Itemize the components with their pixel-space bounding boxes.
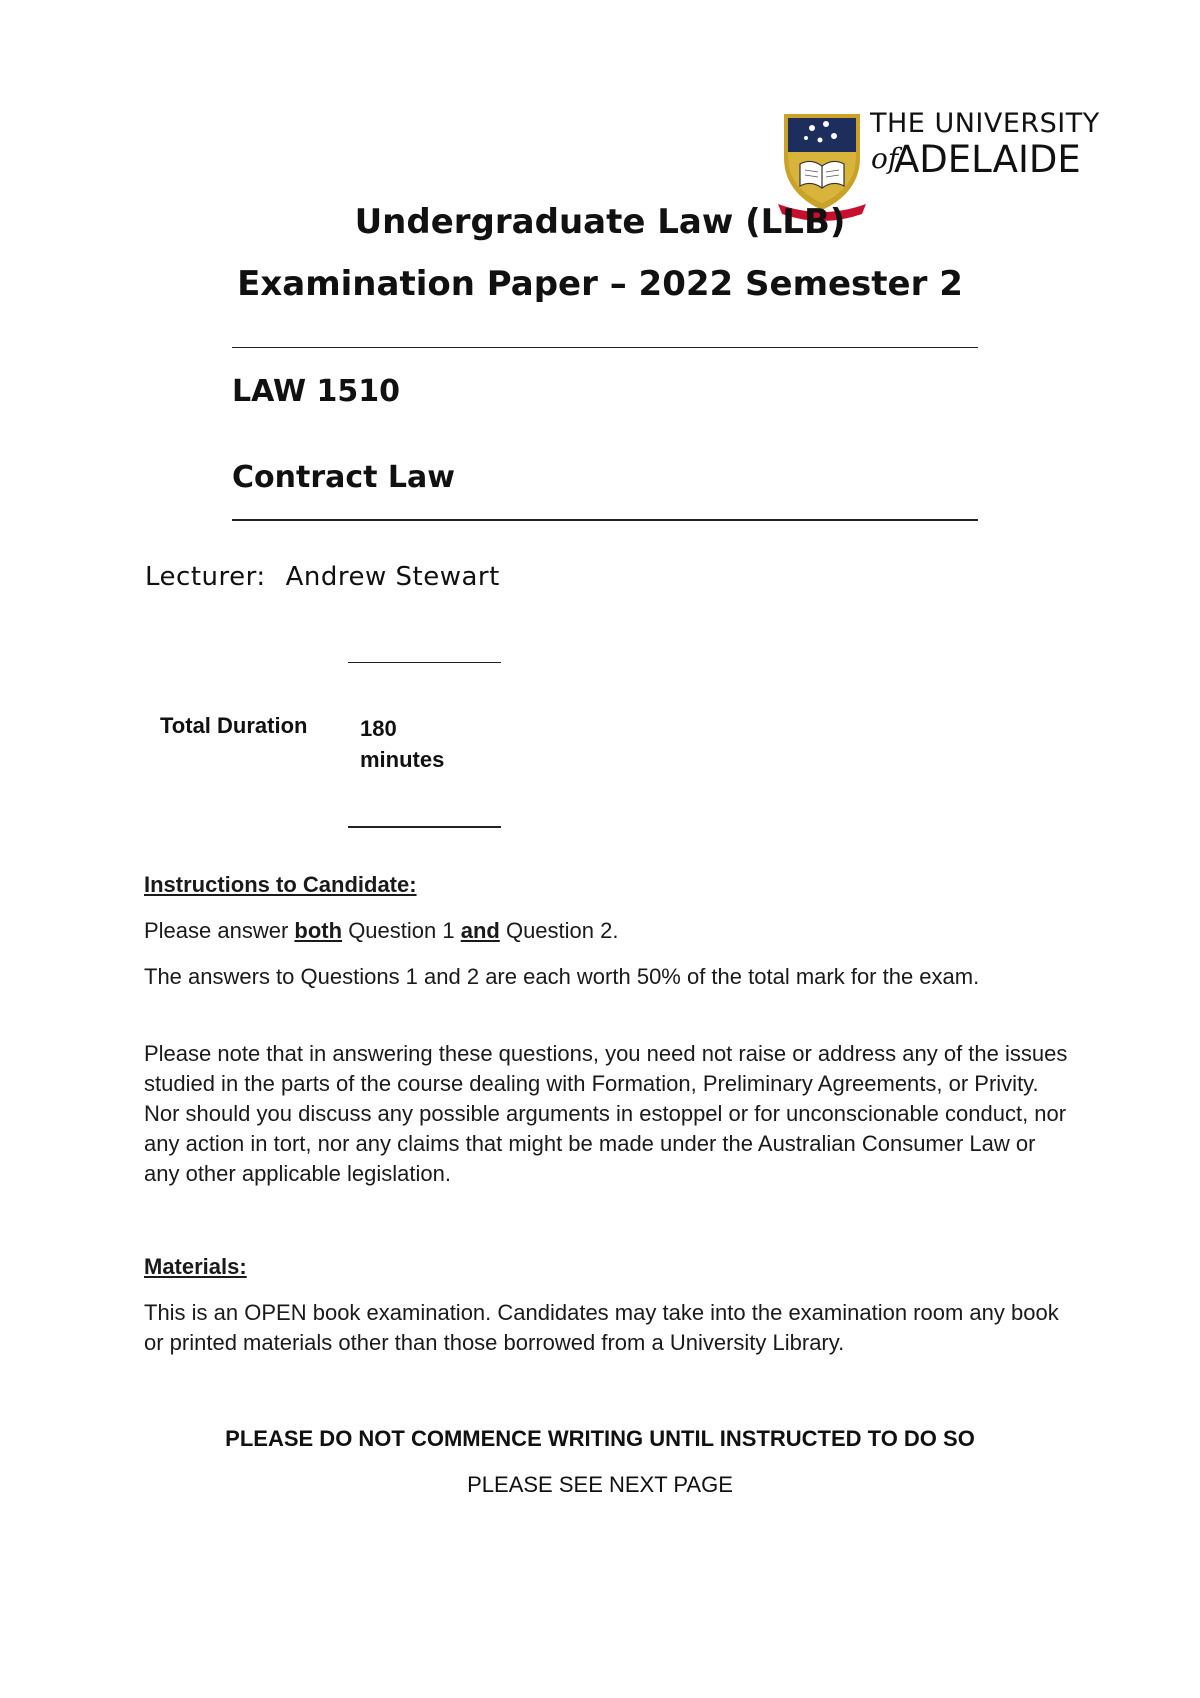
university-logo [776, 82, 1126, 214]
instructions-heading: Instructions to Candidate: [144, 872, 417, 897]
duration-value-number: 180 [360, 716, 397, 741]
duration-top-rule [348, 662, 501, 663]
page-subtitle: Examination Paper – 2022 Semester 2 [237, 264, 963, 304]
lecturer-line [145, 562, 500, 592]
bottom-divider [232, 519, 978, 521]
duration-bottom-rule [348, 826, 501, 828]
logo-line-the-university: THE UNIVERSITY [870, 108, 1100, 139]
duration-label: Total Duration [160, 713, 308, 738]
course-code: LAW 1510 [232, 374, 401, 409]
materials-heading: Materials: [144, 1254, 247, 1279]
lecturer-label: Lecturer: [145, 562, 266, 592]
top-divider [232, 347, 978, 348]
lecturer-name: Andrew Stewart [285, 562, 500, 592]
instructions-paragraph-1 [144, 916, 1074, 946]
instructions-p1-text: Question 1 [342, 918, 461, 943]
instructions-paragraph-2: The answers to Questions 1 and 2 are each worth 50% of the total mark for the exam. [144, 964, 980, 989]
duration-value [360, 713, 444, 775]
logo-line-adelaide: ADELAIDE [894, 138, 1081, 181]
instructions-p1-text: Please answer [144, 918, 295, 943]
duration-value-unit: minutes [360, 747, 445, 772]
page-title: Undergraduate Law (LLB) [354, 202, 846, 242]
emphasis-both: both [294, 918, 343, 943]
emphasis-and: and [460, 918, 500, 943]
see-next-page: PLEASE SEE NEXT PAGE [467, 1472, 733, 1497]
commence-warning: PLEASE DO NOT COMMENCE WRITING UNTIL INSTRUCTED TO DO SO [225, 1426, 975, 1451]
instructions-paragraph-3: Please note that in answering these questions, you need not raise or address any of the issues studied in the parts of the course dealing with Formation, Preliminary Agreements, or Privity. Nor should you discuss any possible arguments in estoppel or for unconscionable conduct, nor any action in tort, nor any claims that might be made under the Australian Consumer Law or any other applicable legislation. [144, 1041, 1068, 1186]
logo-of: of [871, 142, 899, 175]
instructions-p1-text: Question 2. [499, 918, 619, 943]
materials-text: This is an OPEN book examination. Candidates may take into the examination room any book or printed materials other than those borrowed from a University Library. [144, 1300, 1059, 1355]
course-name: Contract Law [232, 460, 456, 495]
